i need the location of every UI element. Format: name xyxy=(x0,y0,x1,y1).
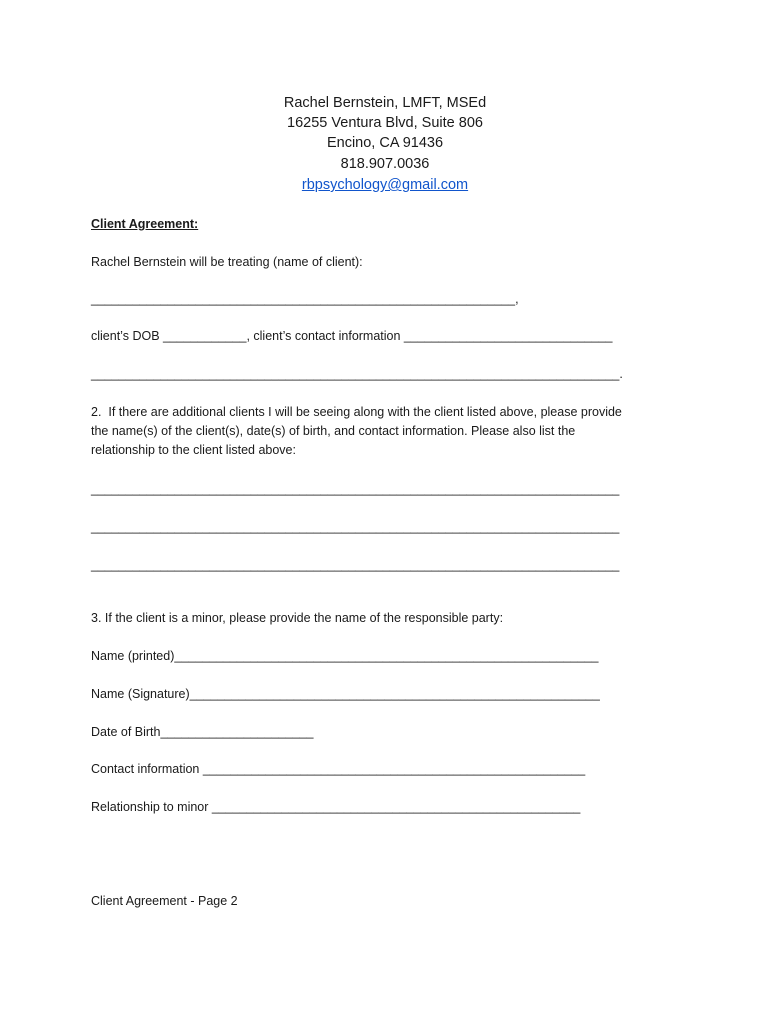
name-printed-field[interactable]: Name (printed)_____________________________________________________________ xyxy=(91,649,599,663)
intro-text: Rachel Bernstein will be treating (name of client): xyxy=(91,255,363,269)
question-2-line-3: relationship to the client listed above: xyxy=(91,443,296,457)
section-heading: Client Agreement: xyxy=(91,217,199,231)
client-name-blank[interactable]: _____________________________________________________________, xyxy=(91,292,519,306)
question-2-line-2: the name(s) of the client(s), date(s) of birth, and contact information. Please also list the xyxy=(91,424,576,438)
client-dob-contact-blank[interactable]: client’s DOB ____________, client’s contact information ______________________________ xyxy=(91,329,613,343)
page-footer: Client Agreement - Page 2 xyxy=(91,894,238,908)
contact-information-field[interactable]: Contact information _______________________________________________________ xyxy=(91,762,586,776)
street-address: 16255 Ventura Blvd, Suite 806 xyxy=(287,115,483,131)
additional-client-blank-1[interactable]: ____________________________________________________________________________ xyxy=(91,482,620,496)
practitioner-name: Rachel Bernstein, LMFT, MSEd xyxy=(283,95,487,111)
relationship-field[interactable]: Relationship to minor _____________________________________________________ xyxy=(91,800,581,814)
city-state-zip: Encino, CA 91436 xyxy=(326,135,444,151)
phone-number: 818.907.0036 xyxy=(340,156,430,172)
question-3: 3. If the client is a minor, please provide the name of the responsible party: xyxy=(91,611,504,625)
date-of-birth-field[interactable]: Date of Birth______________________ xyxy=(91,725,314,739)
question-2-line-1: 2. If there are additional clients I will be seeing along with the client listed above, please provide xyxy=(91,405,622,419)
name-signature-field[interactable]: Name (Signature)___________________________________________________________ xyxy=(91,687,600,701)
additional-client-blank-3[interactable]: ____________________________________________________________________________ xyxy=(91,558,620,572)
additional-client-blank-2[interactable]: ____________________________________________________________________________ xyxy=(91,520,620,534)
email-link[interactable]: rbpsychology@gmail.com xyxy=(301,177,469,193)
contact-continuation-blank[interactable]: ____________________________________________________________________________. xyxy=(91,367,623,381)
